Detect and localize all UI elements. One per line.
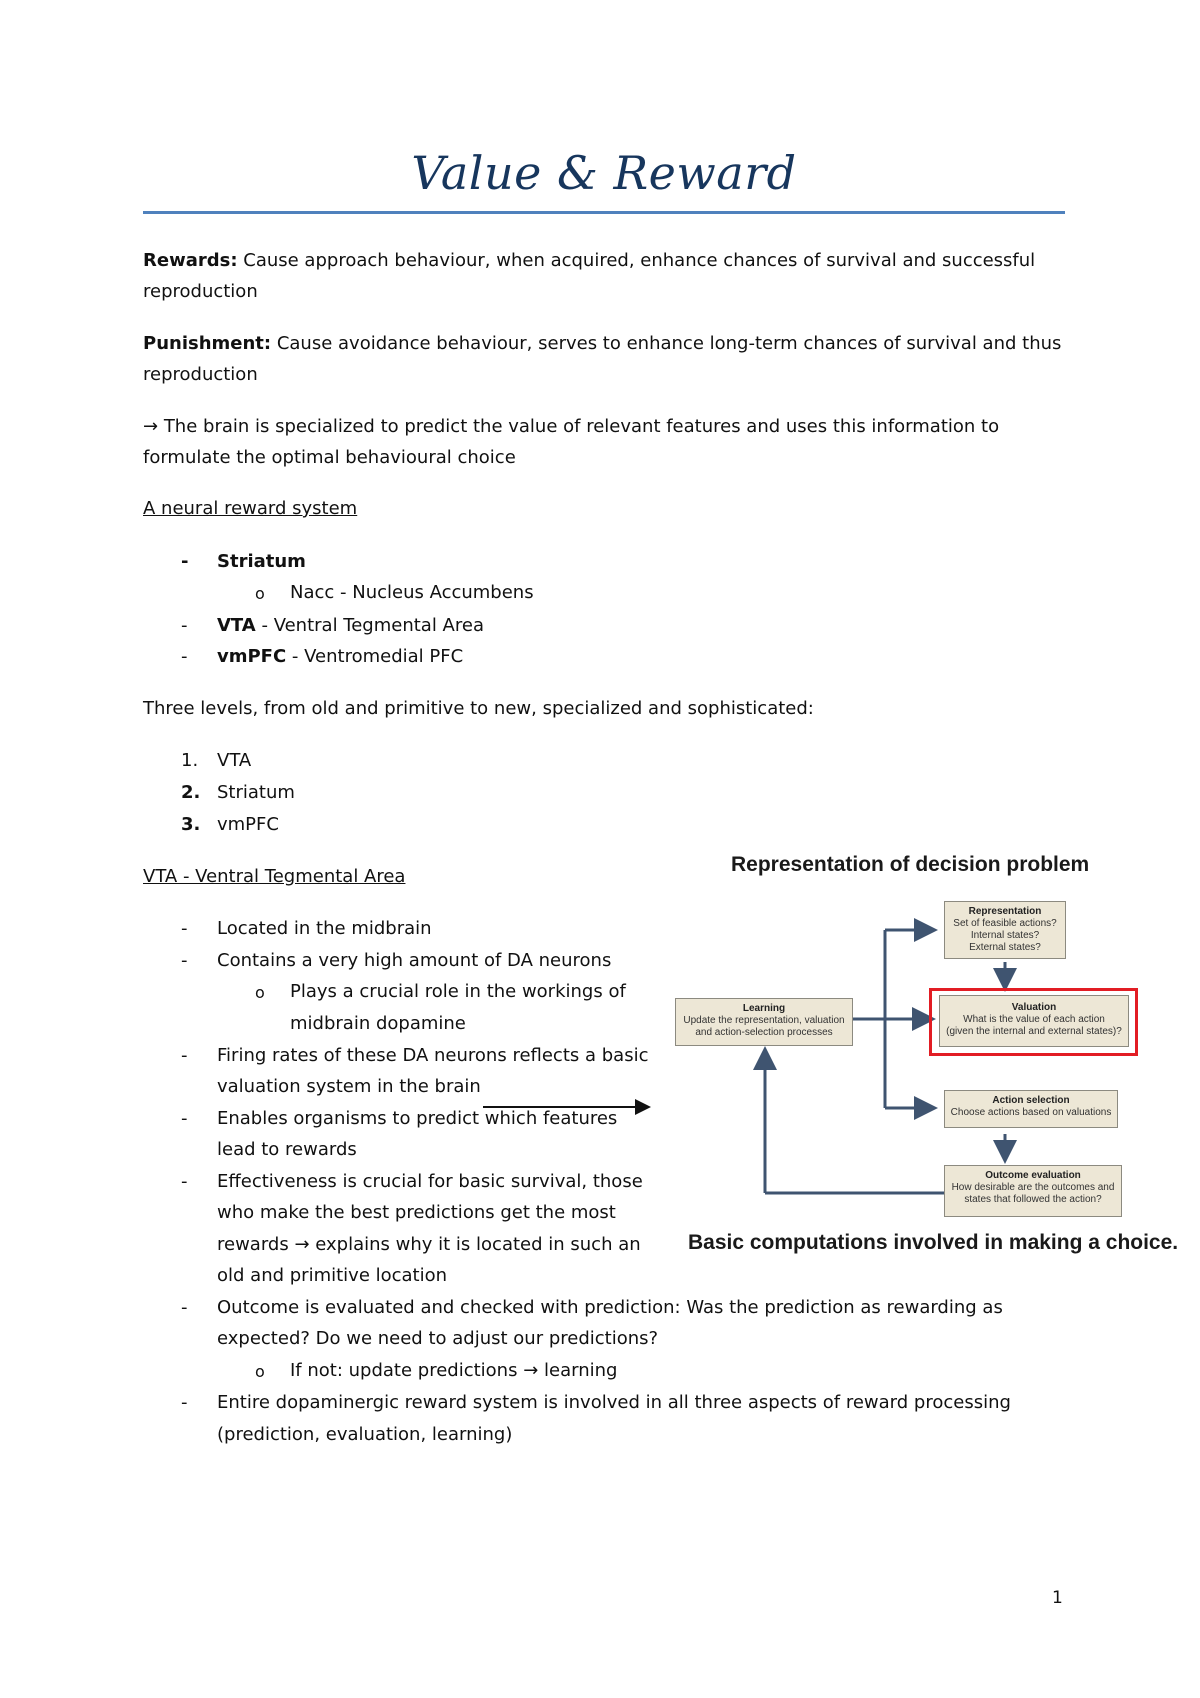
box-outcome-evaluation (944, 1165, 1122, 1217)
vta-bullet-5-line4: old and primitive location (217, 1265, 448, 1286)
level-item-vta: VTA (217, 750, 252, 771)
levels-intro: Three levels, from old and primitive to new, specialized and sophisticated: (143, 698, 814, 719)
punishment-label: Punishment: (143, 333, 272, 354)
vta-bullet-6-line2: expected? Do we need to adjust our predictions? (217, 1328, 659, 1349)
vta-bullet-3-line1: Firing rates of these DA neurons reflects a basic (217, 1045, 649, 1066)
representation-line3: External states? (969, 942, 1041, 953)
level-item-striatum: Striatum (217, 782, 295, 803)
vta-bullet-6-sub-start: If not: update predictions (290, 1360, 524, 1381)
vta-bullet-1: Located in the midbrain (217, 918, 432, 939)
reward-system-heading: A neural reward system (143, 498, 358, 519)
representation-line1: Set of feasible actions? (953, 918, 1057, 929)
brain-text-line1: The brain is specialized to predict the value of relevant features and uses this information to (158, 416, 1000, 437)
dash-bullet-icon: - (181, 551, 189, 572)
vta-bullet-4-line1: Enables organisms to predict which features (217, 1108, 618, 1129)
vta-bullet-6-sub-end: learning (538, 1360, 618, 1381)
punishment-text-line1: Cause avoidance behaviour, serves to enhance long-term chances of survival and thus (271, 333, 1062, 354)
dash-bullet-icon: - (181, 950, 188, 971)
punishment-text-line2: reproduction (143, 364, 258, 385)
list-number: 2. (181, 782, 201, 803)
page-title: Value & Reward (411, 146, 797, 200)
vta-bullet-6-line1: Outcome is evaluated and checked with prediction: Was the prediction as rewarding as (217, 1297, 1003, 1318)
arrow-right-icon: → (294, 1234, 310, 1255)
list-number: 1. (181, 750, 199, 771)
circle-bullet-icon: o (255, 1362, 265, 1381)
action-selection-line1: Choose actions based on valuations (950, 1107, 1112, 1118)
arrow-right-icon: → (143, 416, 159, 437)
dash-bullet-icon: - (181, 1392, 188, 1413)
vta-bullet-5-line3-start: rewards (217, 1234, 295, 1255)
vta-bullet-4-line2: lead to rewards (217, 1139, 357, 1160)
representation-line2: Internal states? (970, 930, 1040, 941)
figure-caption: Basic computations involved in making a choice. (688, 1231, 1179, 1254)
box-action-selection (944, 1090, 1118, 1128)
vta-bullet-2: Contains a very high amount of DA neurons (217, 950, 612, 971)
valuation-line1: What is the value of each action (963, 1014, 1105, 1025)
box-learning (675, 998, 853, 1046)
vta-bullet-5-line1: Effectiveness is crucial for basic survival, those (217, 1171, 643, 1192)
dash-bullet-icon: - (181, 1171, 188, 1192)
level-item-vmpfc: vmPFC (217, 814, 279, 835)
rewards-text-line2: reproduction (143, 281, 258, 302)
vmpfc-description: - Ventromedial PFC (286, 646, 464, 667)
rewards-text-line1: Cause approach behaviour, when acquired, enhance chances of survival and successful (237, 250, 1036, 271)
vta-bullet-7-line1: Entire dopaminergic reward system is involved in all three aspects of reward processing (217, 1392, 1011, 1413)
valuation-line2: (given the internal and external states)? (946, 1026, 1122, 1037)
vta-bullet-2-sub-line2: midbrain dopamine (290, 1013, 466, 1034)
circle-bullet-icon: o (255, 584, 265, 603)
representation-title: Representation (968, 906, 1042, 917)
vta-bullet-5-line3-end: explains why it is located in such an (309, 1234, 641, 1255)
learning-title: Learning (742, 1003, 786, 1014)
vta-bullet-3-line2: valuation system in the brain (217, 1076, 481, 1097)
vta-bullet-2-sub-line1: Plays a crucial role in the workings of (290, 981, 626, 1002)
vta-bullet-5-line2: who make the best predictions get the most (217, 1202, 616, 1223)
vta-label: VTA (217, 615, 256, 636)
arrow-right-icon: → (523, 1360, 539, 1381)
dash-bullet-icon: - (181, 1108, 188, 1129)
page-number: 1 (1052, 1588, 1063, 1608)
outcome-title: Outcome evaluation (985, 1170, 1081, 1181)
dash-bullet-icon: - (181, 1045, 188, 1066)
learning-line2: and action-selection processes (695, 1027, 833, 1038)
vmpfc-label: vmPFC (217, 646, 287, 667)
vta-description: - Ventral Tegmental Area (255, 615, 484, 636)
rewards-label: Rewards: (143, 250, 238, 271)
dash-bullet-icon: - (181, 615, 188, 636)
striatum-label: Striatum (217, 551, 306, 572)
box-representation (944, 901, 1066, 959)
brain-text-line2: formulate the optimal behavioural choice (143, 447, 516, 468)
valuation-title: Valuation (1011, 1002, 1057, 1013)
figure-title: Representation of decision problem (731, 853, 1090, 876)
reward-system-item-nacc: Nacc - Nucleus Accumbens (290, 582, 534, 603)
learning-line1: Update the representation, valuation (683, 1015, 845, 1026)
vta-heading: VTA - Ventral Tegmental Area (143, 866, 406, 887)
outcome-line2: states that followed the action? (964, 1194, 1102, 1205)
dash-bullet-icon: - (181, 1297, 188, 1318)
outcome-line1: How desirable are the outcomes and (951, 1182, 1115, 1193)
action-selection-title: Action selection (992, 1095, 1070, 1106)
dash-bullet-icon: - (181, 918, 188, 939)
valuation-highlight-frame (929, 988, 1138, 1056)
dash-bullet-icon: - (181, 646, 188, 667)
circle-bullet-icon: o (255, 983, 265, 1002)
vta-bullet-7-line2: (prediction, evaluation, learning) (217, 1424, 513, 1445)
list-number: 3. (181, 814, 201, 835)
